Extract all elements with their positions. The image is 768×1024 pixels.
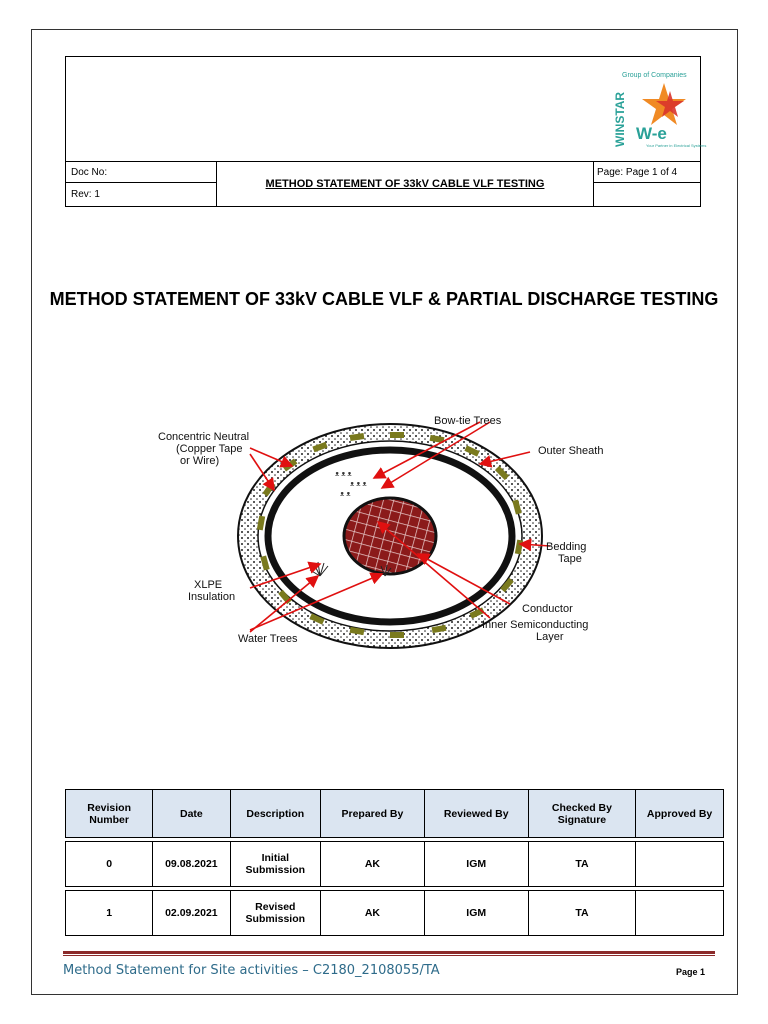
table-row	[66, 891, 724, 936]
document-header	[65, 56, 707, 207]
col-checked-by: Checked By Signature	[528, 790, 636, 838]
label-concentric-neutral-3: or Wire)	[180, 455, 220, 467]
cell-prepared-by: AK	[321, 891, 425, 936]
col-date: Date	[153, 790, 230, 838]
cable-cross-section-diagram	[150, 404, 640, 650]
cell-checked-by: TA	[528, 842, 636, 887]
cell-date: 09.08.2021	[153, 842, 230, 887]
col-reviewed-by: Reviewed By	[424, 790, 528, 838]
col-prepared-by: Prepared By	[321, 790, 425, 838]
footer-divider	[63, 951, 715, 954]
label-outer-sheath: Outer Sheath	[538, 445, 604, 457]
label-bedding-1: Bedding	[546, 541, 587, 553]
label-xlpe-1: XLPE	[194, 579, 223, 591]
label-water-trees: Water Trees	[238, 633, 298, 645]
logo-group-text: Group of Companies	[622, 72, 687, 79]
label-conductor: Conductor	[522, 603, 573, 615]
label-bow-tie-trees: Bow-tie Trees	[434, 415, 502, 427]
cell-description: Revised Submission	[230, 891, 321, 936]
cell-prepared-by: AK	[321, 842, 425, 887]
cell-approved-by	[636, 891, 724, 936]
header-title: METHOD STATEMENT OF 33kV CABLE VLF TESTING	[217, 161, 594, 206]
label-inner-semi-1: Inner Semiconducting	[482, 619, 589, 631]
cell-reviewed-by: IGM	[424, 842, 528, 887]
page-title: METHOD STATEMENT OF 33kV CABLE VLF & PARTIAL DISCHARGE TESTING	[49, 289, 719, 309]
doc-no-label: Doc No:	[66, 161, 217, 183]
table-row	[66, 842, 724, 887]
logo-brand-vertical: WINSTAR	[613, 91, 627, 147]
col-revision-number: Revision Number	[66, 790, 153, 838]
conductor-core	[344, 498, 436, 574]
winstar-logo	[612, 69, 707, 157]
cell-checked-by: TA	[528, 891, 636, 936]
cell-revision: 0	[66, 842, 153, 887]
revision-table	[65, 789, 724, 936]
footer-text: Method Statement for Site activities – C2180_2108055/TA	[63, 963, 440, 978]
cell-revision: 1	[66, 891, 153, 936]
cell-description: Initial Submission	[230, 842, 321, 887]
svg-text:ᴥ ᴥ: ᴥ ᴥ	[340, 491, 351, 498]
page-label: Page: Page 1 of 4	[593, 161, 700, 183]
table-header-row	[66, 790, 724, 838]
cell-approved-by	[636, 842, 724, 887]
label-concentric-neutral-2: (Copper Tape	[176, 443, 243, 455]
label-inner-semi-2: Layer	[536, 631, 564, 643]
svg-text:ᴥ ᴥ ᴥ: ᴥ ᴥ ᴥ	[350, 481, 367, 488]
rev-label: Rev: 1	[66, 183, 217, 206]
logo-brand-main: W-e	[636, 124, 667, 143]
cell-date: 02.09.2021	[153, 891, 230, 936]
header-empty-cell	[593, 183, 700, 206]
col-description: Description	[230, 790, 321, 838]
footer-divider-thin	[63, 955, 715, 956]
label-concentric-neutral-1: Concentric Neutral	[158, 431, 250, 443]
logo-tagline: Your Partner in Electrical Systems	[646, 143, 707, 148]
svg-text:ᴥ ᴥ ᴥ: ᴥ ᴥ ᴥ	[335, 471, 352, 478]
cell-reviewed-by: IGM	[424, 891, 528, 936]
label-bedding-2: Tape	[558, 553, 582, 565]
col-approved-by: Approved By	[636, 790, 724, 838]
label-xlpe-2: Insulation	[188, 591, 236, 603]
header-logo-area	[66, 57, 707, 162]
footer-page-number: Page 1	[676, 967, 706, 977]
